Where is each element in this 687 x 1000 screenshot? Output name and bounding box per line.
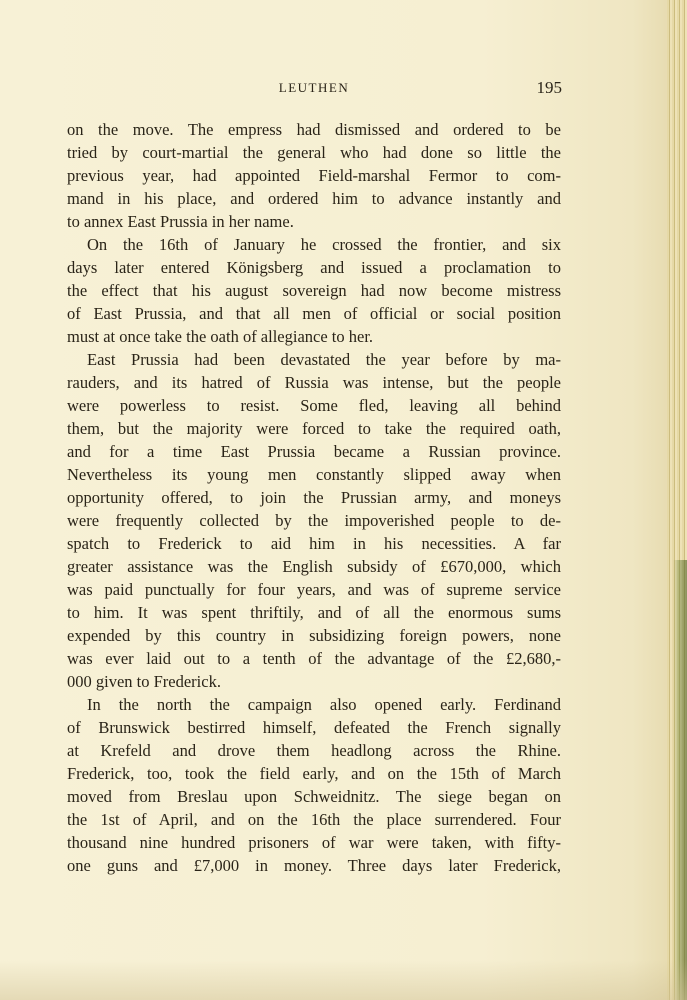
text-line: on the move. The empress had dismissed and ordered to be [67,120,561,139]
text-line: moved from Breslau upon Schweidnitz. The siege began on [67,787,561,806]
text-line: opportunity offered, to join the Prussian army, and moneys [67,488,561,507]
text-line: mand in his place, and ordered him to advance instantly and [67,189,561,208]
text-line: previous year, had appointed Field-marshal Fermor to com- [67,166,561,185]
page-bottom-shade [0,960,687,1000]
body-text [67,118,561,877]
text-line: at Krefeld and drove them headlong across the Rhine. [67,741,561,760]
text-line: days later entered Königsberg and issued a proclamation to [67,258,561,277]
text-line: tried by court-martial the general who had done so little the [67,143,561,162]
text-line: and for a time East Prussia became a Russian province. [67,442,561,461]
text-line: the effect that his august sovereign had now become mistress [67,281,561,300]
text-line: of East Prussia, and that all men of official or social position [67,304,561,323]
text-line: to him. It was spent thriftily, and of all the enormous sums [67,603,561,622]
text-line: 000 given to Frederick. [67,672,221,691]
text-line: the 1st of April, and on the 16th the place surrendered. Four [67,810,561,829]
running-head [66,78,562,102]
text-line: were frequently collected by the impoverished people to de- [67,511,561,530]
text-line: to annex East Prussia in her name. [67,212,294,231]
text-line: expended by this country in subsidizing foreign powers, none [67,626,561,645]
text-line: Nevertheless its young men constantly slipped away when [67,465,561,484]
text-line: rauders, and its hatred of Russia was intense, but the people [67,373,561,392]
page-edge-shadow [673,560,687,1000]
text-line: were powerless to resist. Some fled, leaving all behind [67,396,561,415]
text-line: Frederick, too, took the field early, and on the 15th of March [67,764,561,783]
text-line: one guns and £7,000 in money. Three days later Frederick, [67,856,561,875]
text-line: greater assistance was the English subsidy of £670,000, which [67,557,561,576]
text-line: them, but the majority were forced to take the required oath, [67,419,561,438]
text-line: East Prussia had been devastated the year before by ma- [87,350,561,369]
text-line: thousand nine hundred prisoners of war were taken, with fifty- [67,833,561,852]
text-line: spatch to Frederick to aid him in his necessities. A far [67,534,561,553]
page-number: 195 [536,78,562,97]
text-line: must at once take the oath of allegiance to her. [67,327,374,346]
text-line: was paid punctually for four years, and was of supreme service [67,580,561,599]
text-line: was ever laid out to a tenth of the advantage of the £2,680,- [67,649,561,668]
running-head-title: LEUTHEN [278,80,350,95]
text-line: On the 16th of January he crossed the frontier, and six [87,235,561,254]
text-line: of Brunswick bestirred himself, defeated the French signally [67,718,561,737]
text-line: In the north the campaign also opened early. Ferdinand [87,695,561,714]
